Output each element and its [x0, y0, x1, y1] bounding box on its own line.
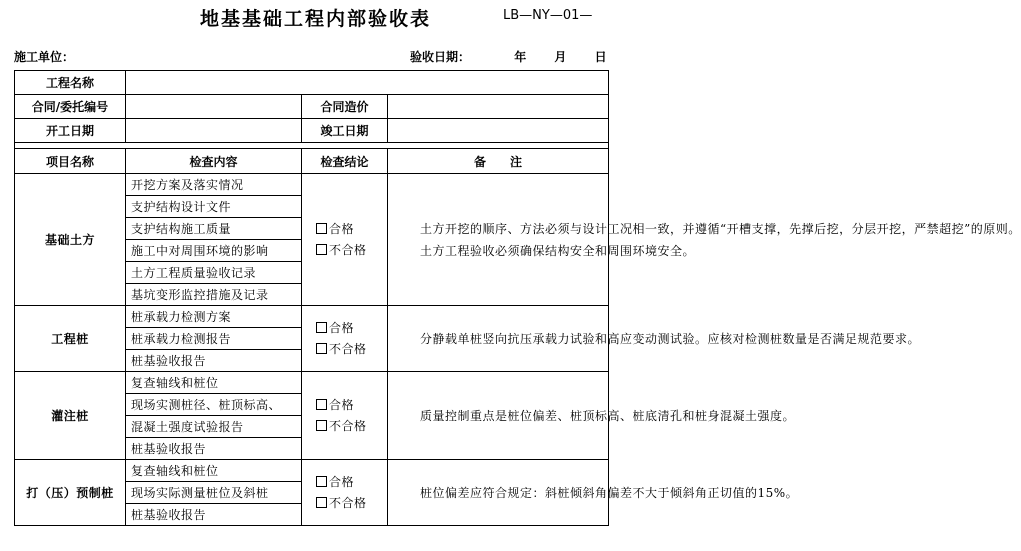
- pass-option[interactable]: [316, 472, 382, 493]
- result-cell: [302, 174, 388, 306]
- construction-unit-label: 施工单位：: [14, 50, 75, 64]
- acceptance-date: [410, 48, 607, 65]
- result-cell: [302, 460, 388, 526]
- remark-cell: [388, 372, 796, 460]
- form-code: LB—NY—01—: [503, 8, 593, 23]
- section-name: 基础土方: [15, 174, 126, 306]
- header-result: 检查结论: [302, 149, 388, 174]
- start-date-label: 开工日期: [15, 119, 126, 143]
- remark-cell: [388, 460, 799, 526]
- check-item: 施工中对周围环境的影响: [126, 240, 302, 262]
- pass-option[interactable]: [316, 318, 382, 339]
- contract-price-label: 合同造价: [302, 95, 388, 119]
- fail-option[interactable]: [316, 240, 382, 261]
- dates-row: [15, 119, 609, 143]
- header-remark: 备 注: [388, 149, 609, 174]
- fail-label: 不合格: [329, 242, 367, 257]
- check-item: 桩承载力检测报告: [126, 328, 302, 350]
- acceptance-date-label: 验收日期：: [410, 50, 471, 64]
- checkbox-icon[interactable]: [316, 476, 327, 487]
- contract-no-field[interactable]: [126, 95, 302, 119]
- contract-row: [15, 95, 609, 119]
- remark-text: 分静载单桩竖向抗压承载力试验和高应变动测试验。应核对检测桩数量是否满足规范要求。: [420, 331, 921, 346]
- header-content: 检查内容: [126, 149, 302, 174]
- table-row: [15, 372, 609, 394]
- section-name: 灌注桩: [15, 372, 126, 460]
- month-label: 月: [554, 50, 567, 64]
- check-item: 桩基验收报告: [126, 504, 302, 526]
- check-item: 复查轴线和桩位: [126, 372, 302, 394]
- check-item: 桩承载力检测方案: [126, 306, 302, 328]
- acceptance-table: [14, 70, 1021, 526]
- year-label: 年: [514, 50, 527, 64]
- section-name: 工程桩: [15, 306, 126, 372]
- table-row: [15, 174, 609, 196]
- check-item: 土方工程质量验收记录: [126, 262, 302, 284]
- fail-label: 不合格: [329, 341, 367, 356]
- project-name-field[interactable]: [126, 71, 609, 95]
- check-item: 复查轴线和桩位: [126, 460, 302, 482]
- form-title: 地基基础工程内部验收表: [199, 8, 431, 30]
- contract-price-field[interactable]: [388, 95, 609, 119]
- checkbox-icon[interactable]: [316, 343, 327, 354]
- fail-label: 不合格: [329, 495, 367, 510]
- header-project: 项目名称: [15, 149, 126, 174]
- fail-option[interactable]: [316, 493, 382, 514]
- checkbox-icon[interactable]: [316, 322, 327, 333]
- table-row: [15, 306, 609, 328]
- check-item: 桩基验收报告: [126, 438, 302, 460]
- fail-option[interactable]: [316, 339, 382, 360]
- check-item: 开挖方案及落实情况: [126, 174, 302, 196]
- result-cell: [302, 306, 388, 372]
- checkbox-icon[interactable]: [316, 420, 327, 431]
- start-date-field[interactable]: [126, 119, 302, 143]
- pass-option[interactable]: [316, 395, 382, 416]
- result-cell: [302, 372, 388, 460]
- fail-option[interactable]: [316, 416, 382, 437]
- completion-date-field[interactable]: [388, 119, 609, 143]
- checkbox-icon[interactable]: [316, 497, 327, 508]
- project-name-row: [15, 71, 609, 95]
- pass-label: 合格: [329, 320, 355, 335]
- remark-text: 质量控制重点是桩位偏差、桩顶标高、桩底清孔和桩身混凝土强度。: [420, 408, 796, 423]
- remark-text: 土方开挖的顺序、方法必须与设计工况相一致，并遵循“开槽支撑，先撑后挖，分层开挖，严禁超挖”的原则。: [420, 221, 1021, 236]
- remark-cell: [388, 174, 1021, 306]
- project-name-label: 工程名称: [15, 71, 126, 95]
- remark-text: 桩位偏差应符合规定：斜桩倾斜角偏差不大于倾斜角正切值的15%。: [420, 485, 799, 500]
- pass-label: 合格: [329, 474, 355, 489]
- table-row: [15, 460, 609, 482]
- check-item: 现场实际测量桩位及斜桩: [126, 482, 302, 504]
- pass-option[interactable]: [316, 219, 382, 240]
- column-header-row: [15, 149, 609, 174]
- check-item: 混凝土强度试验报告: [126, 416, 302, 438]
- check-item: 基坑变形监控措施及记录: [126, 284, 302, 306]
- checkbox-icon[interactable]: [316, 244, 327, 255]
- pass-label: 合格: [329, 397, 355, 412]
- day-label: 日: [594, 50, 607, 64]
- checkbox-icon[interactable]: [316, 399, 327, 410]
- fail-label: 不合格: [329, 418, 367, 433]
- checkbox-icon[interactable]: [316, 223, 327, 234]
- completion-date-label: 竣工日期: [302, 119, 388, 143]
- remark-cell: [388, 306, 921, 372]
- check-item: 支护结构设计文件: [126, 196, 302, 218]
- contract-no-label: 合同/委托编号: [15, 95, 126, 119]
- section-name: 打（压）预制桩: [15, 460, 126, 526]
- pass-label: 合格: [329, 221, 355, 236]
- check-item: 现场实测桩径、桩顶标高、: [126, 394, 302, 416]
- check-item: 支护结构施工质量: [126, 218, 302, 240]
- remark-text: 土方工程验收必须确保结构安全和周围环境安全。: [420, 243, 696, 258]
- check-item: 桩基验收报告: [126, 350, 302, 372]
